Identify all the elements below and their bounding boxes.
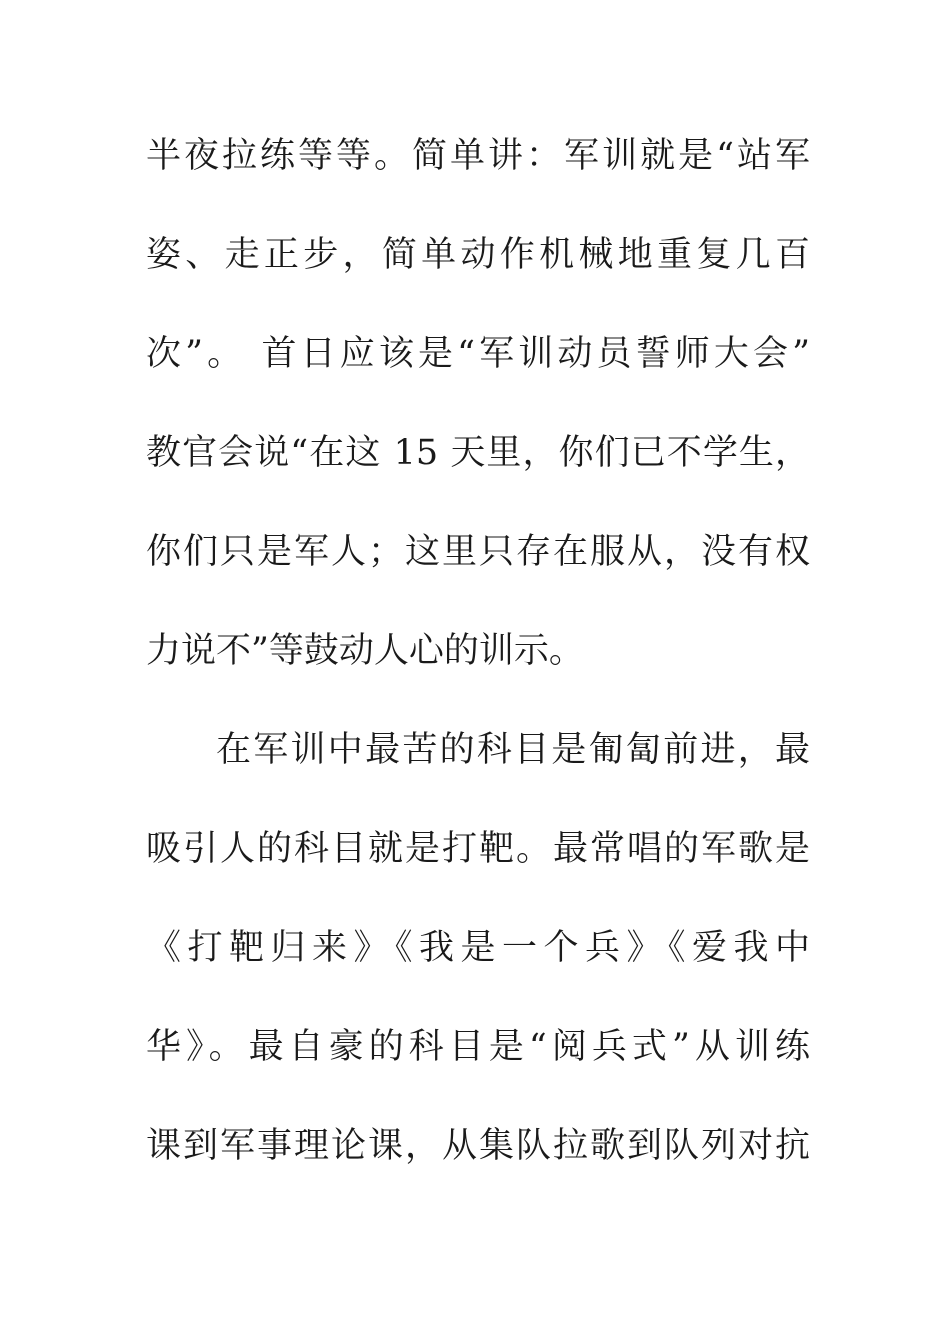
text-line: 教官会说“在这 15 天里，你们已不学生， <box>146 433 810 473</box>
text-line: 《打靶归来》《我是一个兵》《爱我中 <box>146 928 810 968</box>
text-line: 课到军事理论课，从集队拉歌到队列对抗 <box>146 1126 810 1166</box>
text-line: 华》。最自豪的科目是“阅兵式”从训练 <box>146 1027 810 1067</box>
text-line: 你们只是军人；这里只存在服从，没有权 <box>146 532 810 572</box>
text-line: 半夜拉练等等。简单讲：军训就是“站军 <box>146 136 810 176</box>
text-line-paragraph-start: 在军训中最苦的科目是匍匐前进，最 <box>216 730 810 770</box>
text-line: 姿、走正步，简单动作机械地重复几百 <box>146 235 810 275</box>
text-line: 吸引人的科目就是打靶。最常唱的军歌是 <box>146 829 810 869</box>
text-line-paragraph-end: 力说不”等鼓动人心的训示。 <box>146 631 584 671</box>
text-line: 次”。 首日应该是“军训动员誓师大会” <box>146 334 810 374</box>
